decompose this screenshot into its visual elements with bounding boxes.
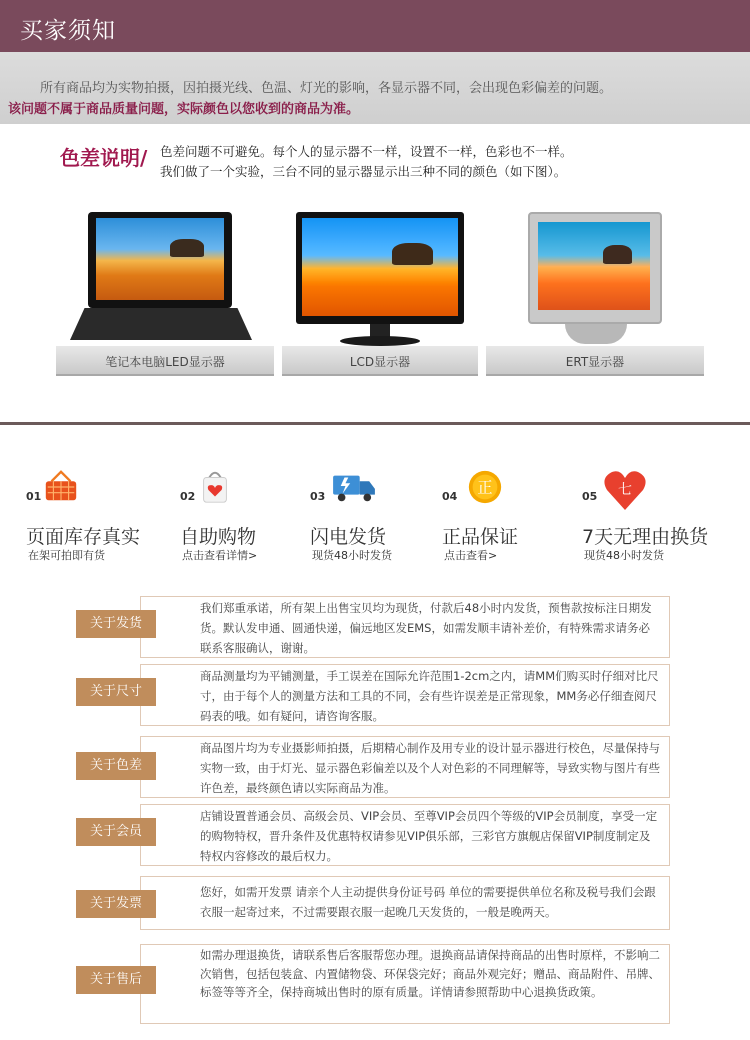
service-title: 正品保证 <box>442 526 519 548</box>
info-row-member <box>76 804 676 866</box>
info-text: 店铺设置普通会员、高级会员、VIP会员、至尊VIP会员四个等级的VIP会员制度，享受一定的购物特权，晋升条件及优惠特权请参见VIP俱乐部，三彩官方旗舰店保留VIP制度制定及特权内容修改的最后权力。 <box>200 809 658 863</box>
info-label: 关于尺寸 <box>76 678 156 706</box>
service-title: 页面库存真实 <box>26 526 141 548</box>
service-number: 01 <box>26 490 42 503</box>
monitor-label-laptop: 笔记本电脑LED显示器 <box>56 346 274 376</box>
service-sub: 现货48小时发货 <box>584 549 664 562</box>
heart-return-icon <box>602 468 648 512</box>
service-sub: 在架可拍即有货 <box>28 549 105 562</box>
info-text: 我们郑重承诺，所有架上出售宝贝均为现货，付款后48小时内发货，预售款按标注日期发货。默认发申通、圆通快递，偏远地区发EMS，如需发顺丰请补差价，有特殊需求请务必联系客服确认，谢谢。 <box>200 601 652 655</box>
service-number: 05 <box>582 490 598 503</box>
info-label: 关于会员 <box>76 818 156 846</box>
basket-icon <box>42 468 80 506</box>
notice-band <box>0 52 750 124</box>
info-row-color <box>76 736 676 798</box>
svg-text:正: 正 <box>477 478 493 497</box>
monitor-label-crt: ERT显示器 <box>486 346 704 376</box>
genuine-badge-icon <box>466 468 504 506</box>
shopping-bag-icon <box>196 468 234 506</box>
info-label: 关于发货 <box>76 610 156 638</box>
service-title: 7天无理由换货 <box>582 526 709 548</box>
service-title: 自助购物 <box>180 526 257 548</box>
info-row-size <box>76 664 676 726</box>
header-bar <box>0 0 750 52</box>
service-number: 04 <box>442 490 458 503</box>
service-link[interactable]: 点击查看> <box>444 549 498 562</box>
section-divider <box>0 422 750 425</box>
color-diff-line-2: 我们做了一个实验，三台不同的显示器显示出三种不同的颜色（如下图）。 <box>160 164 567 179</box>
svg-text:七: 七 <box>618 482 632 498</box>
monitor-comparison <box>0 198 750 420</box>
info-text: 如需办理退换货，请联系售后客服帮您办理。退换商品请保持商品的出售时原样，不影响二次销售，包括包装盒、内置储物袋、环保袋完好；商品外观完好；赠品、商品附件、吊牌、标签等等齐全，保持商城出售时的原有质量。详情请参照帮助中心退换货政策。 <box>200 948 660 999</box>
service-title: 闪电发货 <box>310 526 387 548</box>
info-text: 商品图片均为专业摄影师拍摄，后期精心制作及用专业的设计显示器进行校色，尽量保持与实物一致，由于灯光、显示器色彩偏差以及个人对色彩的不同理解等，导致实物与图片有些许色差，最终颜色请以实际商品为准。 <box>200 741 660 795</box>
monitor-label-lcd: LCD显示器 <box>282 346 478 376</box>
service-number: 03 <box>310 490 326 503</box>
notice-line-2: 该问题不属于商品质量问题，实际颜色以您收到的商品为准。 <box>8 102 360 117</box>
info-label: 关于色差 <box>76 752 156 780</box>
info-row-after-sales <box>76 944 676 1024</box>
color-diff-line-1: 色差问题不可避免。每个人的显示器不一样，设置不一样，色彩也不一样。 <box>160 144 573 159</box>
info-row-shipping <box>76 596 676 658</box>
truck-icon <box>330 468 378 506</box>
info-row-invoice <box>76 876 676 930</box>
info-text: 商品测量均为平铺测量，手工误差在国际允许范围1-2cm之内，请MM们购买时仔细对比尺寸，由于每个人的测量方法和工具的不同，会有些许误差是正常现象，MM务必仔细查阅尺码表的哦。如有疑问，请咨询客服。 <box>200 669 659 723</box>
service-number: 02 <box>180 490 196 503</box>
color-diff-title: 色差说明/ <box>60 146 148 170</box>
service-sub: 现货48小时发货 <box>312 549 392 562</box>
service-link[interactable]: 点击查看详情> <box>182 549 258 562</box>
page-title: 买家须知 <box>20 18 116 44</box>
info-label: 关于售后 <box>76 966 156 994</box>
info-label: 关于发票 <box>76 890 156 918</box>
notice-line-1: 所有商品均为实物拍摄，因拍摄光线、色温、灯光的影响，各显示器不同，会出现色彩偏差的问题。 <box>40 81 613 96</box>
info-text: 您好，如需开发票 请亲个人主动提供身份证号码 单位的需要提供单位名称及税号我们会跟衣服一起寄过来，不过需要跟衣服一起晚几天发货的，一般是晚两天。 <box>200 885 656 919</box>
